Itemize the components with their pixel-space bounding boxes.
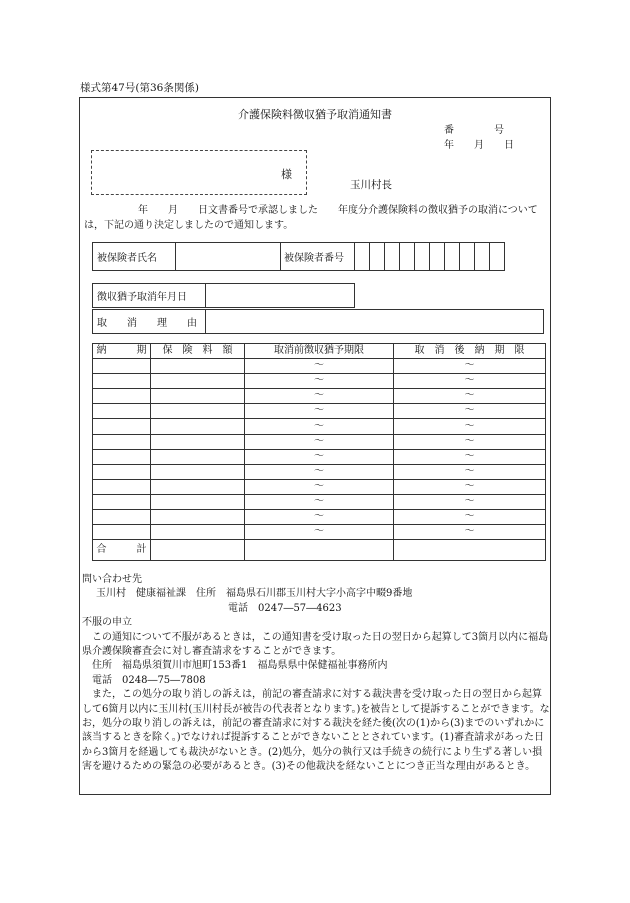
before-deadline-cell[interactable]: ～ — [245, 494, 394, 509]
cancel-date-label: 徴収猶予取消年月日 — [93, 284, 206, 308]
intro-text: 年 月 日文書番号で承認しました 年度分介護保険料の徴収猶予の取消については，下記の通り決定しましたので通知します。 — [84, 205, 538, 231]
due-cell[interactable] — [93, 404, 151, 419]
cancel-date-field[interactable] — [206, 284, 355, 308]
cancel-reason-label: 取 消 理 由 — [93, 310, 206, 334]
number-label: 番 号 — [444, 125, 504, 136]
table-header-row — [93, 344, 546, 359]
after-deadline-cell[interactable]: ～ — [394, 419, 546, 434]
header-before-deadline: 取消前徴収猶予期限 — [245, 344, 394, 359]
after-deadline-cell[interactable]: ～ — [394, 389, 546, 404]
objection-paragraph-1: この通知について不服があるときは，この通知書を受け取った日の翌日から起算して3箇月以内に福島県介護保険審査会に対し審査請求をすることができます。 — [82, 631, 549, 658]
before-deadline-cell[interactable]: ～ — [245, 374, 394, 389]
due-cell[interactable] — [93, 464, 151, 479]
payment-table — [92, 343, 546, 561]
premium-cell[interactable] — [151, 419, 245, 434]
table-row — [93, 479, 546, 494]
header-after-deadline: 取 消 後 納 期 限 — [394, 344, 546, 359]
table-row — [93, 494, 546, 509]
premium-cell[interactable] — [151, 510, 245, 525]
insured-number-digit[interactable] — [415, 243, 430, 271]
table-row — [93, 389, 546, 404]
insured-table — [92, 242, 505, 271]
insured-number-digit[interactable] — [355, 243, 370, 271]
before-deadline-cell[interactable]: ～ — [245, 449, 394, 464]
before-deadline-cell[interactable]: ～ — [245, 525, 394, 540]
premium-cell[interactable] — [151, 434, 245, 449]
premium-cell[interactable] — [151, 404, 245, 419]
premium-cell[interactable] — [151, 389, 245, 404]
contact-line1: 玉川村 健康福祉課 住所 福島県石川郡玉川村大字小高字中畷9番地 — [96, 588, 413, 600]
insured-name-label: 被保険者氏名 — [93, 243, 176, 271]
due-cell[interactable] — [93, 479, 151, 494]
objection-paragraph-2: また，この処分の取り消しの訴えは，前記の審査請求に対する裁決書を受け取った日の翌日から起算して6箇月以内に玉川村(玉川村長が被告の代表者となります。)を被告として提訴することができます。なお，処分の取り消しの訴えは，前記の審査請求に対する裁決を経た後(次の(1)から(3)までのいずれかに該当するときを除く。)でなければ提訴することができないこととされています。(1)審査請求があった日から3箇月を経過しても裁決がないとき。(2)処分，処分の執行又は手続きの続行により生ずる著しい損害を避けるための緊急の必要があるとき。(3)その他裁決を経ないことにつき正当な理由があるとき。 — [82, 689, 550, 773]
contact-block — [82, 573, 550, 775]
premium-cell[interactable] — [151, 479, 245, 494]
total-label: 合 計 — [93, 540, 151, 561]
header-premium: 保 険 料 額 — [151, 344, 245, 359]
after-deadline-cell[interactable]: ～ — [394, 374, 546, 389]
after-deadline-cell[interactable]: ～ — [394, 525, 546, 540]
cancel-reason-table — [92, 309, 544, 334]
due-cell[interactable] — [93, 359, 151, 374]
insured-number-digit[interactable] — [430, 243, 445, 271]
due-cell[interactable] — [93, 374, 151, 389]
addressee-suffix: 様 — [281, 168, 292, 181]
issuer-name: 玉川村長 — [350, 179, 392, 191]
objection-address: 住所 福島県須賀川市旭町153番1 福島県県中保健福祉事務所内 — [92, 660, 388, 672]
after-deadline-cell[interactable]: ～ — [394, 464, 546, 479]
insured-name-field[interactable] — [176, 243, 281, 271]
document-title: 介護保険料徴収猶予取消通知書 — [238, 108, 392, 121]
due-cell[interactable] — [93, 389, 151, 404]
premium-cell[interactable] — [151, 449, 245, 464]
after-deadline-cell[interactable]: ～ — [394, 404, 546, 419]
contact-heading: 問い合わせ先 — [82, 574, 142, 585]
table-row — [93, 419, 546, 434]
due-cell[interactable] — [93, 494, 151, 509]
insured-number-digit[interactable] — [460, 243, 475, 271]
form-number: 様式第47号(第36条関係) — [80, 82, 199, 94]
before-deadline-cell[interactable]: ～ — [245, 464, 394, 479]
after-deadline-cell[interactable]: ～ — [394, 479, 546, 494]
after-deadline-cell[interactable]: ～ — [394, 449, 546, 464]
date-label: 年 月 日 — [444, 140, 514, 151]
before-deadline-cell[interactable]: ～ — [245, 389, 394, 404]
table-row — [93, 374, 546, 389]
header-due: 納 期 — [93, 344, 151, 359]
premium-cell[interactable] — [151, 359, 245, 374]
table-row — [93, 464, 546, 479]
premium-cell[interactable] — [151, 494, 245, 509]
premium-cell[interactable] — [151, 525, 245, 540]
before-deadline-cell[interactable]: ～ — [245, 359, 394, 374]
table-row — [93, 434, 546, 449]
addressee-box — [91, 150, 307, 195]
total-row — [93, 540, 546, 561]
objection-phone: 電話 0248―75―7808 — [92, 674, 206, 686]
before-deadline-cell[interactable]: ～ — [245, 404, 394, 419]
insured-number-digit[interactable] — [400, 243, 415, 271]
objection-heading: 不服の申立 — [82, 617, 132, 629]
insured-number-digit[interactable] — [490, 243, 505, 271]
after-deadline-cell[interactable]: ～ — [394, 434, 546, 449]
total-premium[interactable] — [151, 540, 245, 561]
insured-number-label: 被保険者番号 — [281, 243, 355, 271]
before-deadline-cell[interactable]: ～ — [245, 434, 394, 449]
cancel-reason-field[interactable] — [206, 310, 544, 334]
table-row — [93, 525, 546, 540]
due-cell[interactable] — [93, 419, 151, 434]
due-cell[interactable] — [93, 449, 151, 464]
due-cell[interactable] — [93, 525, 151, 540]
premium-cell[interactable] — [151, 464, 245, 479]
insured-number-digit[interactable] — [475, 243, 490, 271]
insured-number-digit[interactable] — [385, 243, 400, 271]
total-before — [245, 540, 394, 561]
table-row — [93, 359, 546, 374]
after-deadline-cell[interactable]: ～ — [394, 359, 546, 374]
table-row — [93, 510, 546, 525]
before-deadline-cell[interactable]: ～ — [245, 479, 394, 494]
premium-cell[interactable] — [151, 374, 245, 389]
due-cell[interactable] — [93, 510, 151, 525]
after-deadline-cell[interactable]: ～ — [394, 494, 546, 509]
contact-line2: 電話 0247―57―4623 — [228, 602, 342, 614]
before-deadline-cell[interactable]: ～ — [245, 419, 394, 434]
before-deadline-cell[interactable]: ～ — [245, 510, 394, 525]
insured-number-digit[interactable] — [370, 243, 385, 271]
cancel-date-table — [92, 283, 355, 308]
table-row — [93, 404, 546, 419]
insured-number-digit[interactable] — [445, 243, 460, 271]
after-deadline-cell[interactable]: ～ — [394, 510, 546, 525]
table-row — [93, 449, 546, 464]
due-cell[interactable] — [93, 434, 151, 449]
total-after — [394, 540, 546, 561]
